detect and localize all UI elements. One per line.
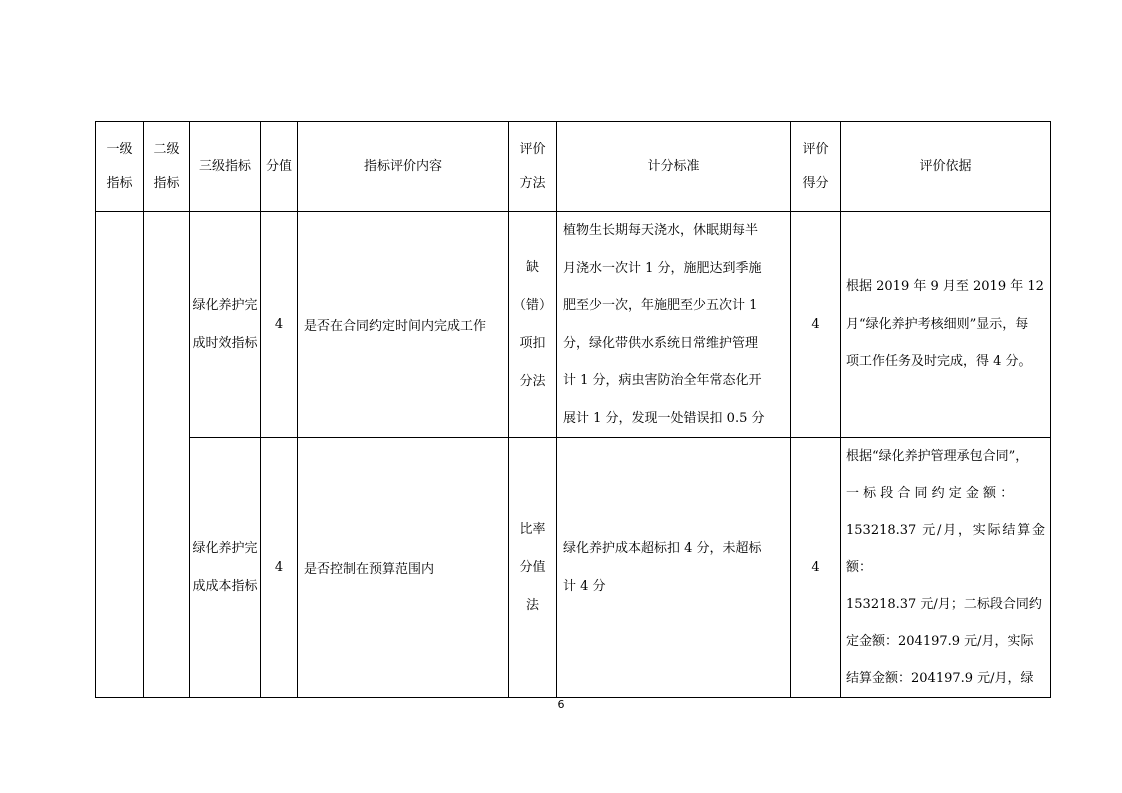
method-cell: 比率 分值 法 <box>509 438 557 698</box>
header-row <box>96 122 1051 212</box>
table-row <box>96 438 1051 698</box>
level3-cell: 绿化养护完 成时效指标 <box>190 212 261 438</box>
score-cell: 4 <box>791 438 841 698</box>
content-cell: 是否在合同约定时间内完成工作 <box>298 212 509 438</box>
score-value-cell: 4 <box>261 212 298 438</box>
header-level2: 二级 指标 <box>144 122 190 212</box>
method-cell: 缺 （错） 项扣 分法 <box>509 212 557 438</box>
header-basis: 评价依据 <box>841 122 1051 212</box>
standard-cell: 植物生长期每天浇水，休眠期每半 月浇水一次计 1 分，施肥达到季施 肥至少一次，年施肥至少五次计 1 分，绿化带供水系统日常维护管理 计 1 分，病虫害防治全年常态化开 展计 1 分，发现一处错误扣 0.5 分 <box>557 212 791 438</box>
basis-cell: 根据 2019 年 9 月至 2019 年 12 月“绿化养护考核细则”显示，每 项工作任务及时完成，得 4 分。 <box>841 212 1051 438</box>
header-method: 评价 方法 <box>509 122 557 212</box>
level3-cell: 绿化养护完 成成本指标 <box>190 438 261 698</box>
header-score-value: 分值 <box>261 122 298 212</box>
score-cell: 4 <box>791 212 841 438</box>
header-content: 指标评价内容 <box>298 122 509 212</box>
table-row <box>96 212 1051 438</box>
basis-cell: 根据“绿化养护管理承包合同”， 一 标 段 合 同 约 定 金 额 ： 153218.37 元/月，实际结算金额： 153218.37 元/月；二标段合同约 定金额：204197.9 元/月，实际 结算金额：204197.9 元/月，绿 <box>841 438 1051 698</box>
standard-cell: 绿化养护成本超标扣 4 分，未超标 计 4 分 <box>557 438 791 698</box>
page-number: 6 <box>557 698 565 711</box>
content-cell: 是否控制在预算范围内 <box>298 438 509 698</box>
score-value-cell: 4 <box>261 438 298 698</box>
header-level1: 一级 指标 <box>96 122 144 212</box>
level2-cell <box>144 212 190 698</box>
header-score: 评价 得分 <box>791 122 841 212</box>
header-level3: 三级指标 <box>190 122 261 212</box>
level1-cell <box>96 212 144 698</box>
header-standard: 计分标准 <box>557 122 791 212</box>
evaluation-table <box>95 121 1051 698</box>
